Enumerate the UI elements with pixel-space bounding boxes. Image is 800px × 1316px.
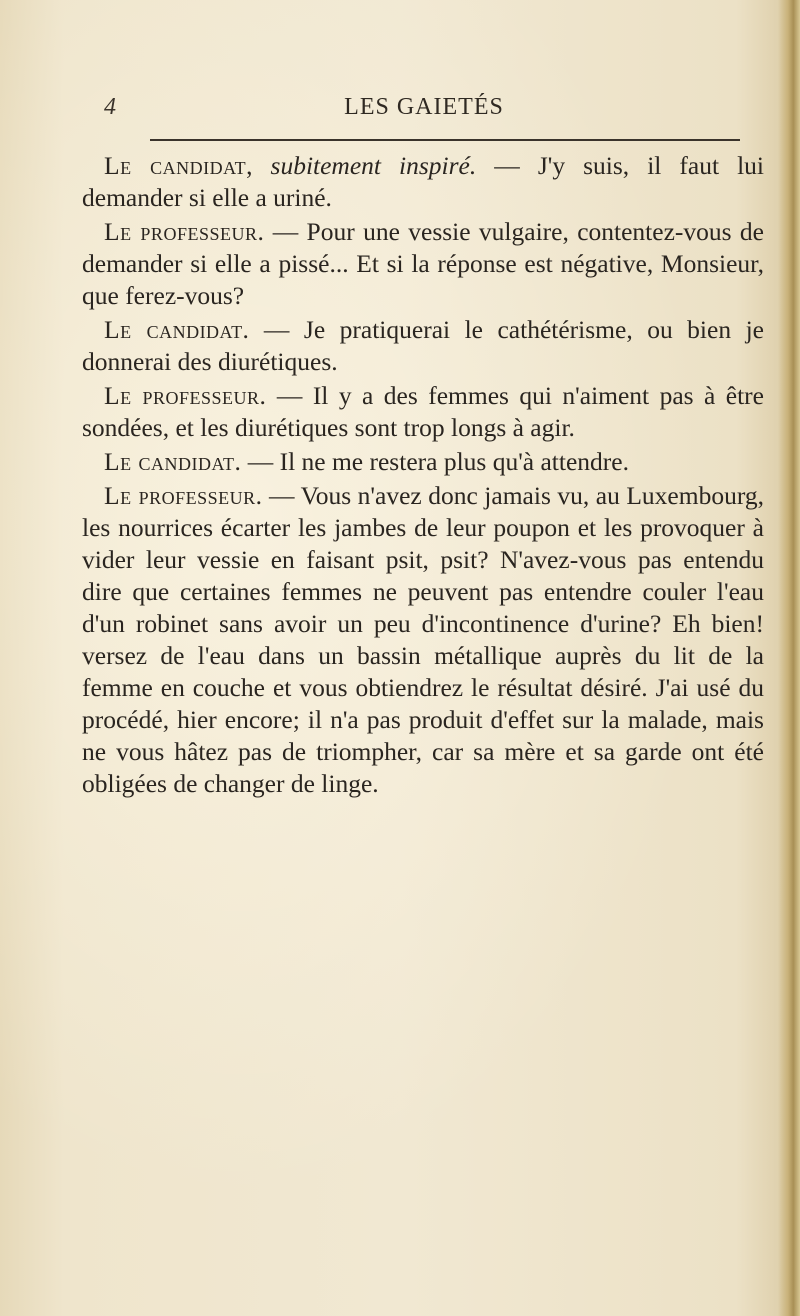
dialogue-text: — Je pratiquerai le cathétérisme, ou bien je donnerai des diurétiques.: [82, 315, 764, 376]
text-body: [82, 150, 764, 802]
page-edge: [778, 0, 800, 1316]
speaker-name: Le candidat.: [104, 315, 250, 344]
dialogue-text: — Vous n'avez donc jamais vu, au Luxembourg, les nourrices écarter les jambes de leur poupon et les provoquer à vider leur vessie en faisant psit, psit? N'avez-vous pas entendu dire que certaines femmes ne peuvent pas entendre couler l'eau d'un robinet sans avoir un peu d'incontinence d'urine? Eh bien! versez de l'eau dans un bassin métallique auprès du lit de la femme en couche et vous obtiendrez le résultat désiré. J'ai usé du procédé, hier encore; il n'a pas produit d'effet sur la malade, mais ne vous hâtez pas de triompher, car sa mère et sa garde ont été obligées de changer de linge.: [82, 481, 764, 798]
paragraph: [82, 216, 764, 312]
speaker-name: Le candidat: [104, 151, 247, 180]
running-title: LES GAIETÉS: [344, 94, 504, 120]
paragraph: [82, 380, 764, 444]
dialogue-text: — J'y suis, il faut lui demander si elle a uriné.: [82, 151, 764, 212]
dialogue-text: — Il y a des femmes qui n'aiment pas à être sondées, et les diurétiques sont trop longs à agir.: [82, 381, 764, 442]
speaker-name: Le professeur.: [104, 481, 263, 510]
speaker-name: Le professeur.: [104, 217, 265, 246]
paragraph: [82, 150, 764, 214]
paragraph: [82, 480, 764, 800]
speaker-name: Le candidat.: [104, 447, 242, 476]
dialogue-text: — Pour une vessie vulgaire, contentez-vous de demander si elle a pissé... Et si la réponse est négative, Monsieur, que ferez-vous?: [82, 217, 764, 310]
running-head: [96, 94, 752, 124]
page-number: 4: [104, 94, 116, 120]
stage-prefix: ,: [246, 151, 271, 180]
header-rule: [150, 139, 740, 141]
speaker-name: Le professeur.: [104, 381, 267, 410]
dialogue-text: — Il ne me restera plus qu'à attendre.: [241, 447, 629, 476]
paragraph: [82, 446, 764, 478]
stage-direction: subitement inspiré.: [270, 151, 477, 180]
paragraph: [82, 314, 764, 378]
